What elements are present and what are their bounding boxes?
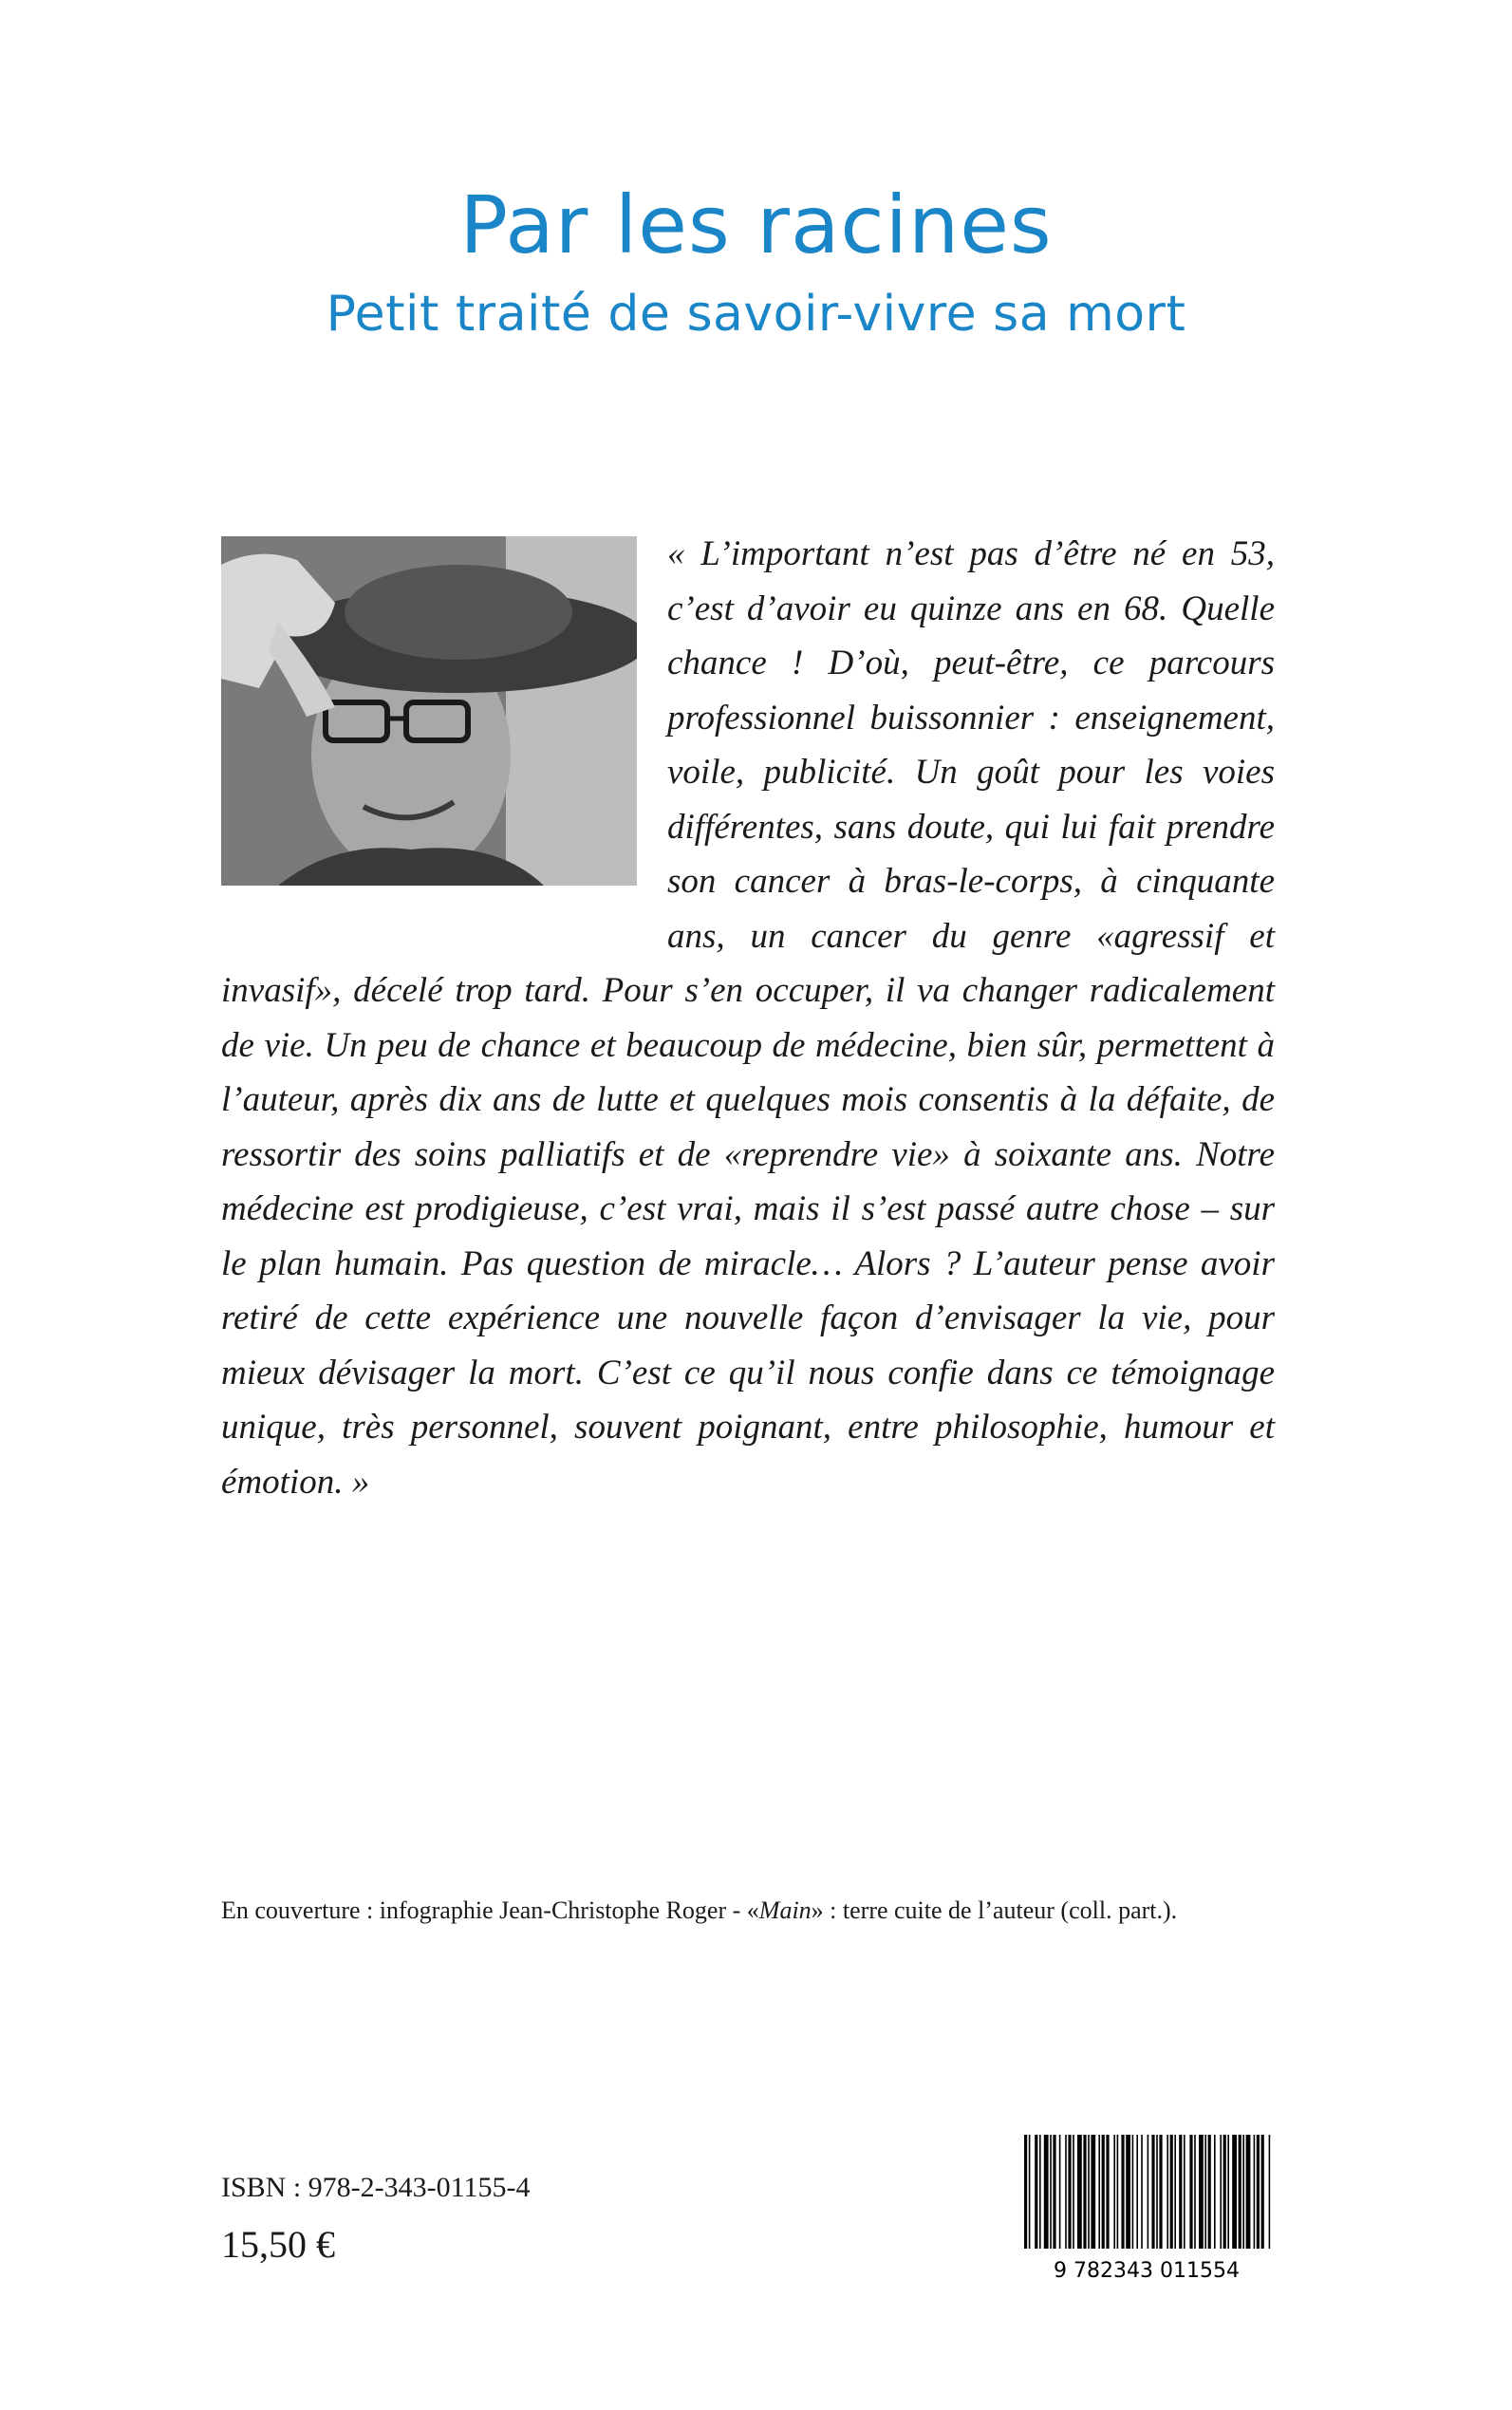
barcode-bar [1239, 2135, 1241, 2249]
barcode-bar [1223, 2135, 1226, 2249]
barcode-bar [1059, 2135, 1061, 2249]
barcode-bar [1121, 2135, 1124, 2249]
barcode-bar [1170, 2135, 1173, 2249]
credits-italic: Main [758, 1896, 812, 1924]
blurb-text: « L’important n’est pas d’être né en 53, c’est d’avoir eu quinze ans en 68. Quelle chance ! D’où, peut-être, ce parcours professionnel buissonnier : enseignement, voile, publicité. Un goût pour les voies différentes, sans doute, qui lui fait prendre son cancer à bras-le-corps, à cinquante ans, un cancer du genre «agressif et invasif», décelé trop tard. Pour s’en occuper, il va changer radicalement de vie. Un peu de chance et beaucoup de médecine, bien sûr, permettent à l’auteur, après dix ans de lutte et quelques mois consentis à la défaite, de ressortir des soins palliatifs et de «reprendre vie» à soixante ans. Notre médecine est prodigieuse, c’est vrai, mais il s’est passé autre chose – sur le plan humain. Pas question de miracle… Alors ? L’auteur pense avoir retiré de cette expérience une nouvelle façon d’envisager la vie, pour mieux dévisager la mort. C’est ce qu’il nous confie dans ce témoignage unique, très personnel, souvent poignant, entre philosophie, humour et émotion. » [221, 534, 1275, 1502]
barcode-bar [1077, 2135, 1082, 2249]
barcode-bar [1246, 2135, 1251, 2249]
barcode-bar [1065, 2135, 1067, 2249]
barcode-bar [1024, 2135, 1027, 2249]
barcode-bar [1098, 2135, 1100, 2249]
barcode-bar [1189, 2135, 1192, 2249]
barcode-bar [1269, 2135, 1271, 2249]
barcode-bar [1254, 2135, 1256, 2249]
barcode-bar [1167, 2135, 1168, 2249]
barcode-image [1018, 2131, 1275, 2283]
barcode-bar [1232, 2135, 1237, 2249]
barcode-bar [1151, 2135, 1154, 2249]
barcode-bar [1068, 2135, 1071, 2249]
barcode-bar [1044, 2135, 1049, 2249]
barcode-bar [1039, 2135, 1041, 2249]
barcode-bar [1220, 2135, 1222, 2249]
barcode-bar [1091, 2135, 1095, 2249]
barcode-bar [1184, 2135, 1185, 2249]
barcode-digits: 9 782343 011554 [1054, 2259, 1240, 2283]
book-title: Par les racines [459, 178, 1053, 271]
barcode-bar [1050, 2135, 1052, 2249]
barcode-bar [1141, 2135, 1143, 2249]
barcode-bar [1132, 2135, 1134, 2249]
barcode-bar [1199, 2135, 1204, 2249]
barcode-bar [1126, 2135, 1130, 2249]
barcode-bar [1261, 2135, 1264, 2249]
barcode-bar [1194, 2135, 1196, 2249]
barcode-bar [1117, 2135, 1119, 2249]
back-cover-blurb [221, 527, 1275, 1509]
barcode-bar [1073, 2135, 1074, 2249]
barcode-bar [1174, 2135, 1176, 2249]
barcode-bar [1227, 2135, 1229, 2249]
price: 15,50 € [221, 2223, 335, 2266]
barcode-bar [1242, 2135, 1244, 2249]
credits-before: En couverture : infographie Jean-Christophe Roger - « [221, 1896, 759, 1924]
photo-text-wrap [221, 527, 667, 916]
barcode-bar [1102, 2135, 1105, 2249]
barcode-bar [1179, 2135, 1182, 2249]
barcode [1018, 2131, 1275, 2283]
barcode-bar [1156, 2135, 1158, 2249]
barcode-bar [1113, 2135, 1115, 2249]
barcode-bar [1148, 2135, 1149, 2249]
barcode-bar [1035, 2135, 1037, 2249]
barcode-bar [1088, 2135, 1090, 2249]
barcode-bar [1136, 2135, 1138, 2249]
book-subtitle: Petit traité de savoir-vivre sa mort [326, 286, 1186, 343]
cover-credits [221, 1898, 1177, 1923]
credits-after: » : terre cuite de l’auteur (coll. part.). [811, 1896, 1178, 1924]
barcode-bar [1053, 2135, 1055, 2249]
barcode-bar [1208, 2135, 1211, 2249]
barcode-bar [1257, 2135, 1260, 2249]
isbn: ISBN : 978-2-343-01155-4 [221, 2172, 531, 2203]
barcode-bar [1083, 2135, 1086, 2249]
barcode-bar [1204, 2135, 1206, 2249]
barcode-bar [1159, 2135, 1162, 2249]
barcode-bar [1106, 2135, 1109, 2249]
barcode-bar [1029, 2135, 1031, 2249]
barcode-bar [1214, 2135, 1216, 2249]
